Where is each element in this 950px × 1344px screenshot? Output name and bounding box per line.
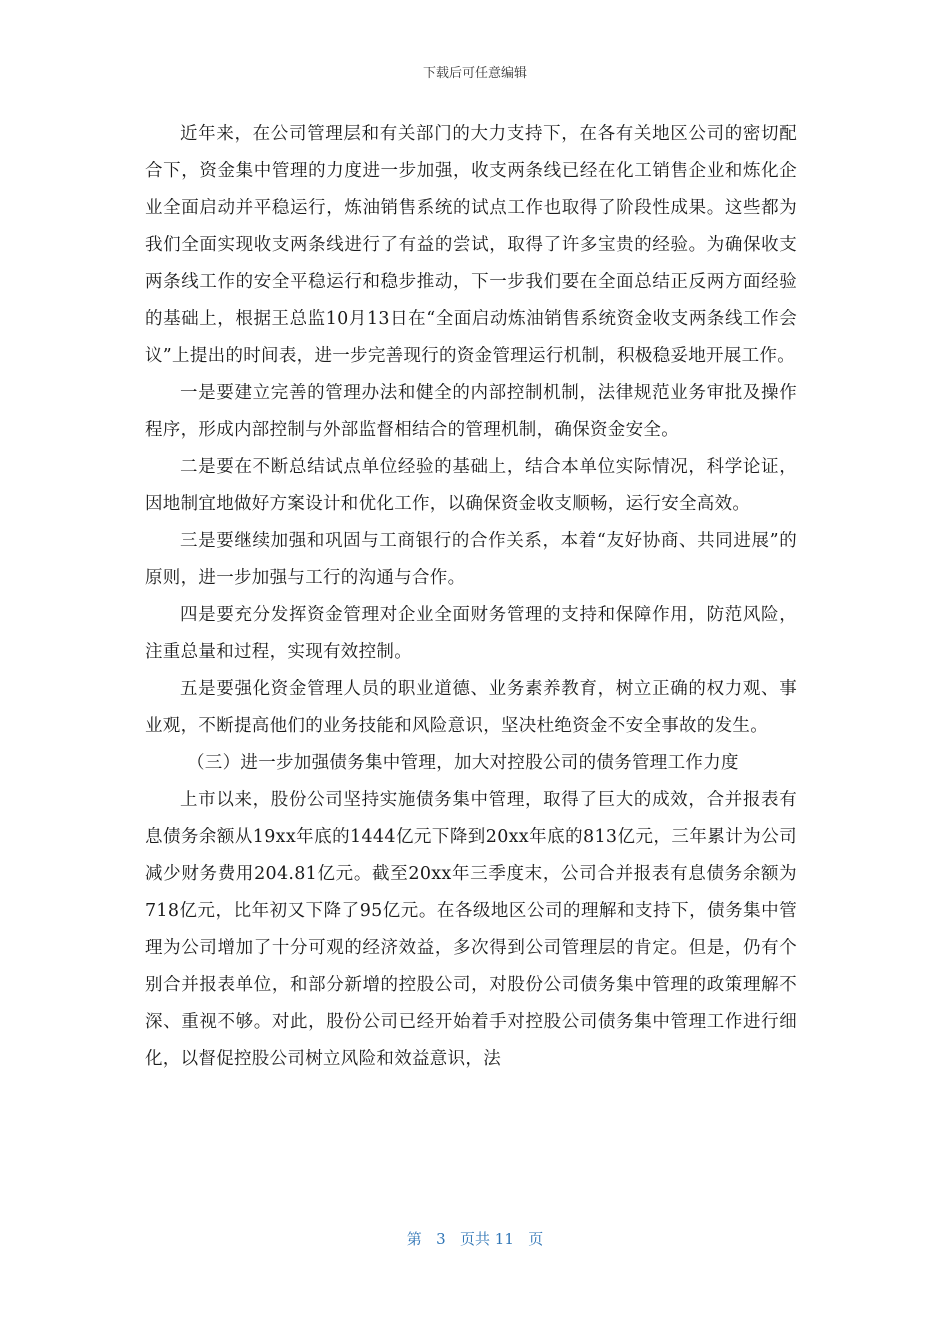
section-heading: （三）进一步加强债务集中管理，加大对控股公司的债务管理工作力度 bbox=[187, 753, 739, 773]
footer-total-pages: 11 bbox=[494, 1230, 514, 1248]
paragraph-point-4: 四是要充分发挥资金管理对企业全面财务管理的支持和保障作用，防范风险，注重总量和过程，实现有效控制。 bbox=[145, 605, 797, 662]
paragraph-point-5: 五是要强化资金管理人员的职业道德、业务素养教育，树立正确的权力观、事业观，不断提高他们的业务技能和风险意识，坚决杜绝资金不安全事故的发生。 bbox=[145, 679, 797, 736]
paragraph-intro: 近年来，在公司管理层和有关部门的大力支持下，在各有关地区公司的密切配合下，资金集中管理的力度进一步加强，收支两条线已经在化工销售企业和炼化企业全面启动并平稳运行，炼油销售系统的试点工作也取得了阶段性成果。这些都为我们全面实现收支两条线进行了有益的尝试，取得了许多宝贵的经验。为确保收支两条线工作的安全平稳运行和稳步推动，下一步我们要在全面总结正反两方面经验的基础上，根据王总监10月13日在“全面启动炼油销售系统资金收支两条线工作会议”上提出的时间表，进一步完善现行的资金管理运行机制，积极稳妥地开展工作。 bbox=[145, 124, 797, 366]
paragraph-debt-management: 上市以来，股份公司坚持实施债务集中管理，取得了巨大的成效，合并报表有息债务余额从19xx年底的1444亿元下降到20xx年底的813亿元，三年累计为公司减少财务费用204.81亿元。截至20xx年三季度末，公司合并报表有息债务余额为718亿元，比年初又下降了95亿元。在各级地区公司的理解和支持下，债务集中管理为公司增加了十分可观的经济效益，多次得到公司管理层的肯定。但是，仍有个别合并报表单位，和部分新增的控股公司，对股份公司债务集中管理的政策理解不深、重视不够。对此，股份公司已经开始着手对控股公司债务集中管理工作进行细化，以督促控股公司树立风险和效益意识，法 bbox=[145, 790, 797, 1069]
footer-current-page: 3 bbox=[436, 1230, 446, 1248]
footer-label-page: 第 bbox=[406, 1230, 422, 1248]
footer-label-total: 页共 bbox=[459, 1230, 490, 1248]
footer-label-end: 页 bbox=[528, 1230, 544, 1248]
paragraph-point-1: 一是要建立完善的管理办法和健全的内部控制机制，法律规范业务审批及操作程序，形成内部控制与外部监督相结合的管理机制，确保资金安全。 bbox=[145, 383, 797, 440]
page-footer bbox=[0, 1229, 950, 1249]
document-body bbox=[145, 116, 797, 1078]
page-header: 下载后可任意编辑 bbox=[422, 66, 527, 81]
paragraph-point-3: 三是要继续加强和巩固与工商银行的合作关系，本着“友好协商、共同进展”的原则，进一步加强与工行的沟通与合作。 bbox=[145, 531, 797, 588]
paragraph-point-2: 二是要在不断总结试点单位经验的基础上，结合本单位实际情况，科学论证，因地制宜地做好方案设计和优化工作，以确保资金收支顺畅，运行安全高效。 bbox=[145, 457, 797, 514]
